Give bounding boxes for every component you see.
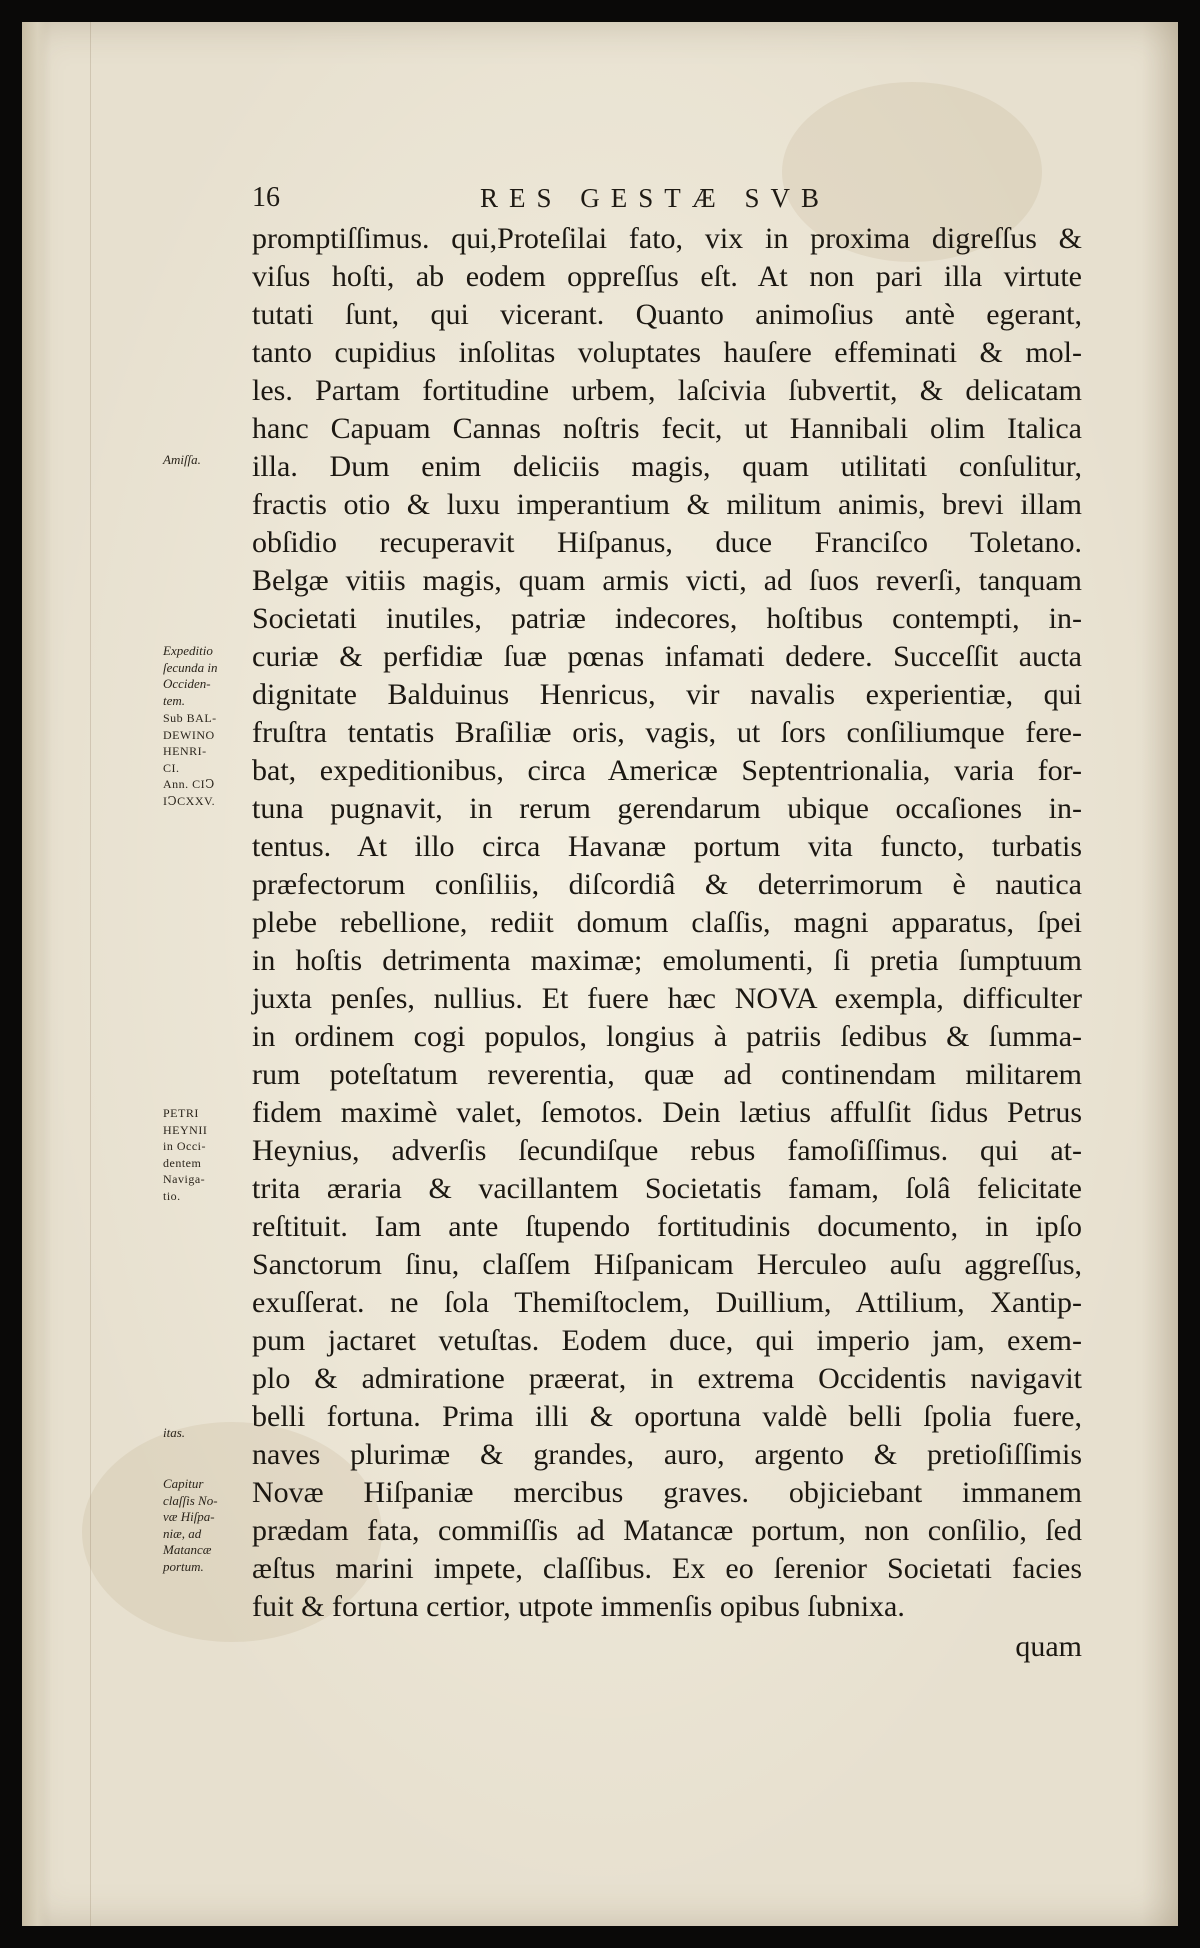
- text-line: pum jactaret vetuſtas. Eodem duce, qui imperio jam, exem-: [252, 1324, 1082, 1357]
- text-line: viſus hoſti, ab eodem oppreſſus eſt. At non pari illa virtute: [252, 260, 1082, 293]
- text-line: fuit & fortuna certior, utpote immenſis opibus ſubnixa.: [252, 1590, 905, 1623]
- text-line: prædam fata, commiſſis ad Matancæ portum, non conſilio, ſed: [252, 1514, 1082, 1547]
- text-line: curiæ & perfidiæ ſuæ pœnas infamati dedere. Succeſſit aucta: [252, 640, 1082, 673]
- text-line: les. Partam fortitudine urbem, laſcivia ſubvertit, & delicatam: [252, 374, 1082, 407]
- margin-note-amissa: Amiſſa.: [163, 452, 201, 467]
- text-line: plebe rebellione, rediit domum claſſis, magni apparatus, ſpei: [252, 906, 1082, 939]
- margin-note-baldewino: Sub BAL- DEWINO HENRI- CI. Ann. CIↃ IↃCXXV.: [163, 711, 217, 808]
- text-line: obſidio recuperavit Hiſpanus, duce Franciſco Toletano.: [252, 526, 1082, 559]
- text-line: juxta penſes, nullius. Et fuere hæc NOVA exempla, difficulter: [252, 982, 1082, 1015]
- text-line: Heynius, adverſis ſecundiſque rebus famoſiſſimus. qui at-: [252, 1134, 1082, 1167]
- text-line: belli fortuna. Prima illi & oportuna valdè belli ſpolia fuere,: [252, 1400, 1082, 1433]
- margin-note-expeditio: Expeditio ſecunda in Occiden- tem.: [163, 643, 218, 708]
- page-edge: [22, 22, 48, 1926]
- text-line: promptiſſimus. qui,Proteſilai fato, vix in proxima digreſſus &: [252, 222, 1082, 255]
- text-line: Novæ Hiſpaniæ mercibus graves. objiciebant immanem: [252, 1476, 1082, 1509]
- text-line: dignitate Balduinus Henricus, vir navalis experientiæ, qui: [252, 678, 1082, 711]
- text-line: naves plurimæ & grandes, auro, argento & pretioſiſſimis: [252, 1438, 1082, 1471]
- text-line: æſtus marini impete, claſſibus. Ex eo ſerenior Societati facies: [252, 1552, 1082, 1585]
- text-line: tuna pugnavit, in rerum gerendarum ubique occaſiones in-: [252, 792, 1082, 825]
- page-header: [250, 178, 1080, 218]
- body-text: [252, 220, 1082, 1626]
- margin-note-capitur: Capitur claſſis No- væ Hiſpa- niæ, ad Matancæ portum.: [163, 1476, 218, 1574]
- text-line: fidem maximè valet, ſemotos. Dein lætius affulſit ſidus Petrus: [252, 1096, 1082, 1129]
- text-line: Belgæ vitiis magis, quam armis victi, ad ſuos reverſi, tanquam: [252, 564, 1082, 597]
- margin-note-heynii: PETRI HEYNII in Occi- dentem Naviga- tio.: [163, 1106, 208, 1203]
- text-line: in hoſtis detrimenta maximæ; emolumenti, ſi pretia ſumptuum: [252, 944, 1082, 977]
- text-line: exuſſerat. ne ſola Themiſtoclem, Duillium, Attilium, Xantip-: [252, 1286, 1082, 1319]
- text-line: bat, expeditionibus, circa Americæ Septentrionalia, varia for-: [252, 754, 1082, 787]
- margin-note-itas: itas.: [163, 1425, 186, 1440]
- text-line: præfectorum conſiliis, diſcordiâ & deterrimorum è nautica: [252, 868, 1082, 901]
- text-line: rum poteſtatum reverentia, quæ ad continendam militarem: [252, 1058, 1082, 1091]
- catchword: quam: [1015, 1630, 1082, 1663]
- fold-line: [90, 22, 91, 1926]
- text-line: plo & admiratione præerat, in extrema Occidentis navigavit: [252, 1362, 1082, 1395]
- text-line: Sanctorum ſinu, claſſem Hiſpanicam Herculeo auſu aggreſſus,: [252, 1248, 1082, 1281]
- page-number: 16: [252, 182, 280, 213]
- text-line: fractis otio & luxu imperantium & militum animis, brevi illam: [252, 488, 1082, 521]
- running-title: RES GESTÆ SVB: [480, 183, 831, 213]
- text-line: hanc Capuam Cannas noſtris fecit, ut Hannibali olim Italica: [252, 412, 1082, 445]
- text-line: fruſtra tentatis Braſiliæ oris, vagis, ut ſors conſiliumque fere-: [252, 716, 1082, 749]
- text-line: Societati inutiles, patriæ indecores, hoſtibus contempti, in-: [252, 602, 1082, 635]
- text-line: trita æraria & vacillantem Societatis famam, ſolâ felicitate: [252, 1172, 1082, 1205]
- text-line: tanto cupidius inſolitas voluptates hauſere effeminati & mol-: [252, 336, 1082, 369]
- text-line: in ordinem cogi populos, longius à patriis ſedibus & ſumma-: [252, 1020, 1082, 1053]
- text-line: illa. Dum enim deliciis magis, quam utilitati conſulitur,: [252, 450, 1082, 483]
- text-line: tentus. At illo circa Havanæ portum vita functo, turbatis: [252, 830, 1082, 863]
- text-line: tutati ſunt, qui vicerant. Quanto animoſius antè egerant,: [252, 298, 1082, 331]
- text-line: reſtituit. Iam ante ſtupendo fortitudinis documento, in ipſo: [252, 1210, 1082, 1243]
